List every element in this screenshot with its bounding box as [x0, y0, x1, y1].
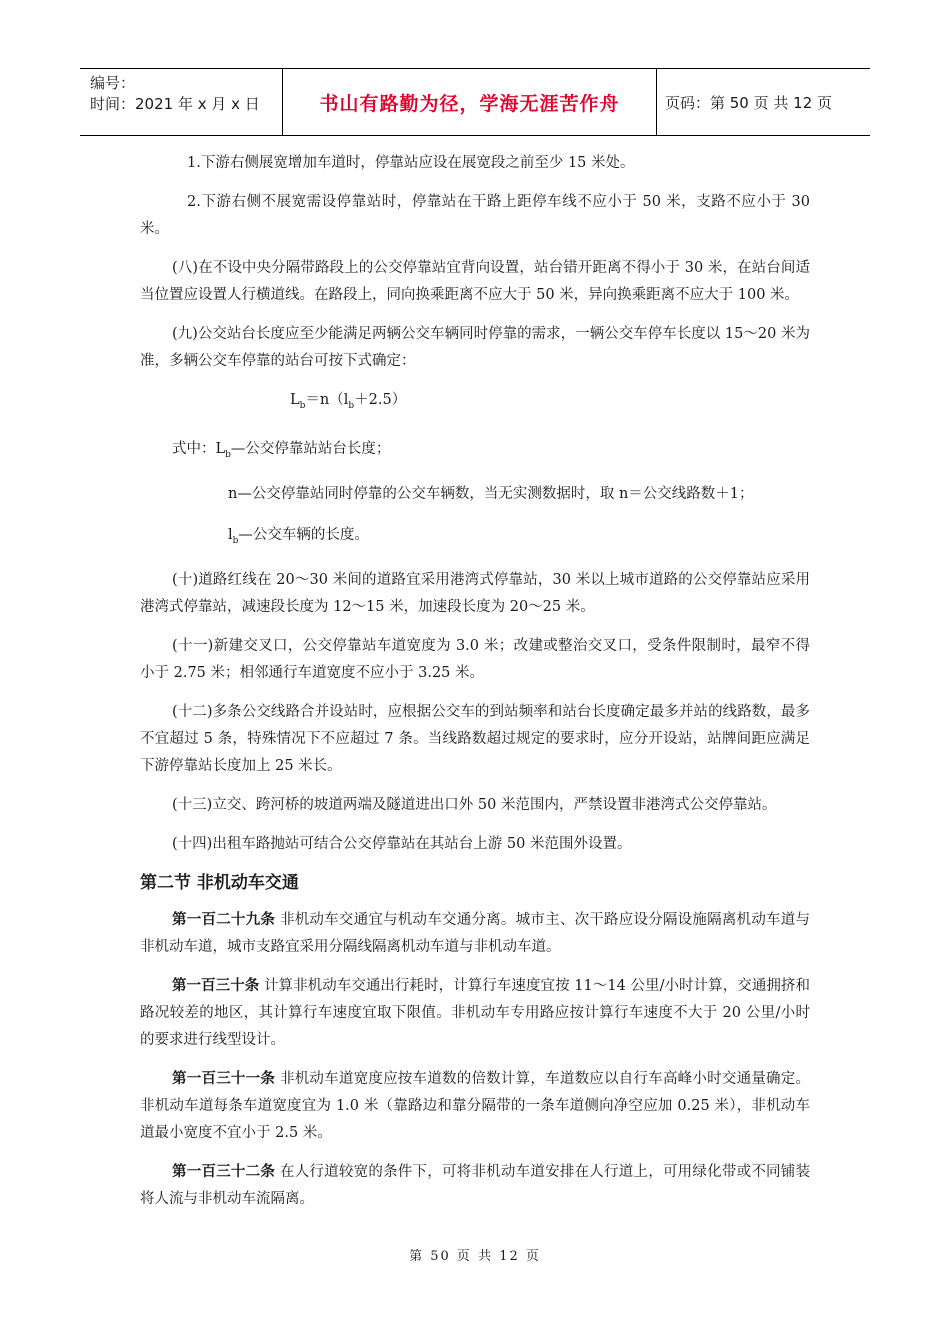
formula-subscript: b [348, 400, 355, 411]
document-number-label: 编号： [90, 74, 136, 92]
formula-part: ＋2.5） [354, 392, 407, 408]
article [140, 1066, 810, 1147]
document-date: 时间：2021 年 x 月 x 日 [90, 95, 260, 113]
article [140, 1159, 810, 1213]
paragraph: (十三)立交、跨河桥的坡道两端及隧道进出口外 50 米范围内，严禁设置非港湾式公交停靠站。 [172, 796, 777, 813]
formula-part: L [290, 392, 300, 408]
formula-definition [140, 522, 810, 555]
definition-part: —公交停靠站站台长度； [230, 440, 391, 457]
definition-part: l [228, 526, 233, 543]
article-text: 非机动车道宽度应按车道数的倍数计算，车道数应以自行车高峰小时交通量确定。非机动车道每条车道宽度宜为 1.0 米（靠路边和靠分隔带的一条车道侧向净空应加 0.25 米），非机动车道最小宽度不宜小于 2.5 米。 [140, 1070, 811, 1141]
formula-definition [140, 436, 810, 469]
definition-part: —公交车辆的长度。 [238, 526, 369, 543]
article-title: 第一百三十二条 [172, 1163, 276, 1180]
header-page-code: 页码：第 50 页 共 12 页 [665, 93, 833, 112]
header-motto: 书山有路勤为径，学海无涯苦作舟 [282, 69, 657, 135]
paragraph: 1.下游右侧展宽增加车道时，停靠站应设在展宽段之前至少 15 米处。 [187, 155, 635, 171]
paragraph: (十一)新建交叉口，公交停靠站车道宽度为 3.0 米；改建或整治交叉口，受条件限制时，最窄不得小于 2.75 米；相邻通行车道宽度不应小于 3.25 米。 [140, 637, 810, 681]
formula-definition: n—公交停靠站同时停靠的公交车辆数，当无实测数据时，取 n＝公交线路数＋1； [228, 485, 754, 502]
paragraph: (九)公交站台长度应至少能满足两辆公交车辆同时停靠的需求，一辆公交车停车长度以 15～20 米为准，多辆公交车停靠的站台可按下式确定： [140, 326, 810, 369]
formula [140, 387, 810, 420]
formula-part: ＝n（l [305, 392, 349, 408]
article [140, 907, 810, 961]
page-footer: 第 50 页 共 12 页 [409, 1249, 541, 1264]
paragraph: (八)在不设中央分隔带路段上的公交停靠站宜背向设置，站台错开距离不得小于 30 米，在站台间适当位置应设置人行横道线。在路段上，同向换乘距离不应大于 50 米，异向换乘距离不应大于 100 米。 [140, 260, 810, 303]
article-text: 计算非机动车交通出行耗时，计算行车速度宜按 11～14 公里/小时计算，交通拥挤和路况较差的地区，其计算行车速度宜取下限值。非机动车专用路应按计算行车速度不大于 20 公里/小时的要求进行线型设计。 [140, 977, 810, 1048]
paragraph: (十二)多条公交线路合并设站时，应根据公交车的到站频率和站台长度确定最多并站的线路数，最多不宜超过 5 条，特殊情况下不应超过 7 条。当线路数超过规定的要求时，应分开设站，站牌间距应满足下游停靠站长度加上 25 米长。 [140, 703, 810, 774]
definition-subscript: b [232, 535, 239, 546]
paragraph: (十)道路红线在 20～30 米间的道路宜采用港湾式停靠站，30 米以上城市道路的公交停靠站应采用港湾式停靠站，减速段长度为 12～15 米，加速段长度为 20～25 米。 [140, 571, 810, 615]
article-title: 第一百二十九条 [172, 911, 276, 928]
article-text: 非机动车交通宜与机动车交通分离。城市主、次干路应设分隔设施隔离机动车道与非机动车道，城市支路宜采用分隔线隔离机动车道与非机动车道。 [140, 911, 811, 955]
article-text: 在人行道较宽的条件下，可将非机动车道安排在人行道上，可用绿化带或不同铺装将人流与非机动车流隔离。 [140, 1163, 811, 1207]
definition-subscript: b [225, 449, 231, 460]
formula-subscript: b [299, 400, 306, 411]
article-title: 第一百三十条 [172, 977, 260, 994]
header-table [80, 68, 870, 136]
article [140, 973, 810, 1054]
section-title: 第二节 非机动车交通 [140, 872, 299, 893]
paragraph: 2.下游右侧不展宽需设停靠站时，停靠站在干路上距停车线不应小于 50 米，支路不应小于 30 米。 [140, 194, 810, 237]
header-left-cell [80, 69, 282, 135]
article-title: 第一百三十一条 [172, 1070, 276, 1087]
document-body [140, 150, 810, 1225]
paragraph: (十四)出租车路抛站可结合公交停靠站在其站台上游 50 米范围外设置。 [172, 835, 632, 852]
definition-part: 式中：L [172, 440, 226, 457]
